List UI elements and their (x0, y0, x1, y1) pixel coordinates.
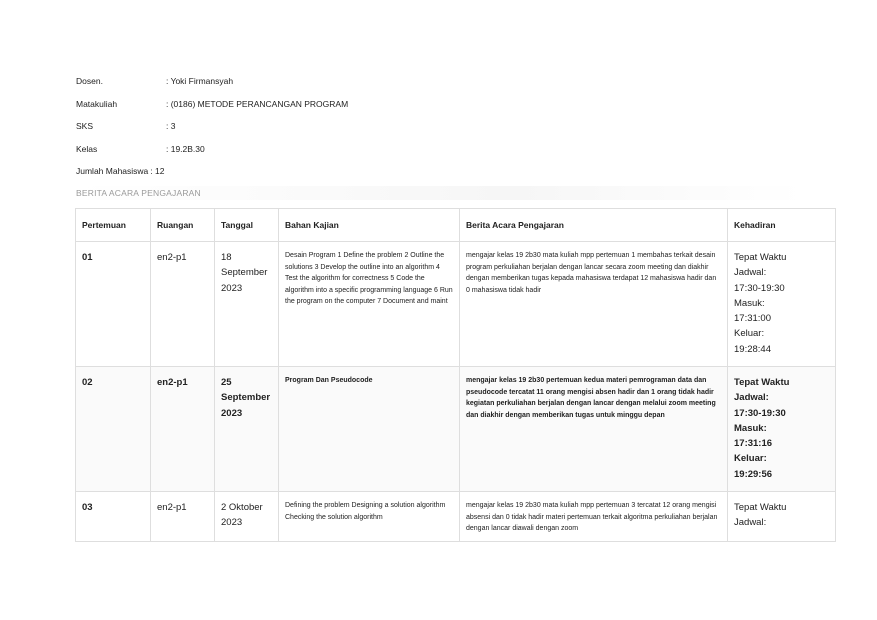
attendance-status: Tepat Waktu (734, 502, 787, 513)
keluar-label: Keluar: (734, 328, 765, 340)
ruangan-cell: en2-p1 (151, 367, 215, 492)
column-header: Bahan Kajian (279, 209, 460, 242)
tanggal-cell: 18 September 2023 (215, 242, 279, 367)
attendance-status: Tepat Waktu (734, 377, 790, 388)
kelas-label: Kelas (76, 143, 98, 154)
course-info (76, 76, 348, 189)
tanggal-cell: 2 Oktober 2023 (215, 492, 279, 542)
pertemuan-cell: 02 (76, 367, 151, 492)
matakuliah-label: Matakuliah (76, 98, 118, 109)
dosen-label: Dosen. (76, 76, 103, 86)
table-row (76, 367, 836, 492)
teaching-report-table (75, 208, 836, 542)
pertemuan-cell: 01 (76, 242, 151, 367)
column-header: Berita Acara Pengajaran (460, 209, 728, 242)
sks-value: : 3 (166, 121, 176, 131)
jumlah-label: Jumlah Mahasiswa (76, 166, 149, 176)
dosen-value: : Yoki Firmansyah (166, 76, 234, 86)
keluar-value: 19:29:56 (734, 468, 773, 480)
table-row (76, 242, 836, 367)
table-header-row (76, 209, 836, 242)
bahan-kajian-cell: Defining the problem Designing a solution algorithm Checking the solution algorithm (279, 492, 460, 542)
masuk-value: 17:31:00 (734, 313, 771, 325)
attendance-status: Tepat Waktu (734, 252, 787, 263)
ruangan-cell: en2-p1 (151, 492, 215, 542)
keluar-value: 19:28:44 (734, 343, 771, 355)
dosen-row (76, 76, 348, 99)
jadwal-value: 17:30-19:30 (734, 282, 785, 294)
berita-acara-cell: mengajar kelas 19 2b30 mata kuliah mpp pertemuan 3 tercatat 12 orang mengisi absensi dan 0 tidak hadir materi pertemuan terkait algoritma perkuliahan berjalan dengan lancar diawali dengan zoom (460, 492, 728, 542)
sks-row (76, 121, 348, 144)
tanggal-cell: 25 September 2023 (215, 367, 279, 492)
column-header: Ruangan (151, 209, 215, 242)
column-header: Kehadiran (728, 209, 836, 242)
keluar-label: Keluar: (734, 453, 767, 465)
section-title: BERITA ACARA PENGAJARAN (76, 186, 804, 200)
bahan-kajian-cell: Desain Program 1 Define the problem 2 Outline the solutions 3 Develop the outline into an algorithm 4 Test the algorithm for correctness 5 Code the algorithm into a specific programming language 6 Run the program on the computer 7 Document and maint (279, 242, 460, 367)
jadwal-label: Jadwal: (734, 267, 767, 279)
kelas-value: : 19.2B.30 (166, 143, 205, 154)
masuk-label: Masuk: (734, 422, 767, 434)
jadwal-value: 17:30-19:30 (734, 407, 786, 419)
matakuliah-row (76, 99, 348, 122)
kelas-row (76, 144, 348, 167)
column-header: Tanggal (215, 209, 279, 242)
masuk-value: 17:31:16 (734, 438, 773, 450)
berita-acara-cell: mengajar kelas 19 2b30 mata kuliah mpp pertemuan 1 membahas terkait desain program perkuliahan berjalan dengan lancar secara zoom meeting dan diakhir dengan memberikan tugas kepada mahasiswa terdapat 12 mahasiswa hadir dan 0 mahasiswa tidak hadir (460, 242, 728, 367)
sks-label: SKS (76, 121, 94, 131)
jadwal-label: Jadwal: (734, 392, 769, 404)
ruangan-cell: en2-p1 (151, 242, 215, 367)
kehadiran-cell (728, 242, 836, 367)
jumlah-value: : 12 (150, 166, 165, 176)
masuk-label: Masuk: (734, 297, 765, 309)
pertemuan-cell: 03 (76, 492, 151, 542)
kehadiran-cell (728, 492, 836, 542)
matakuliah-value: : (0186) METODE PERANCANGAN PROGRAM (166, 98, 349, 109)
jadwal-label: Jadwal: (734, 517, 767, 529)
bahan-kajian-cell: Program Dan Pseudocode (279, 367, 460, 492)
table-row (76, 492, 836, 542)
berita-acara-cell: mengajar kelas 19 2b30 pertemuan kedua materi pemrograman data dan pseudocode tercatat 11 orang mengisi absen hadir dan 1 orang tidak hadir kegiatan perkuliahan berjalan dengan lancar dengan melalui zoom meeting dan diakhir dengan memberikan tugas untuk minggu depan (460, 367, 728, 492)
kehadiran-cell (728, 367, 836, 492)
column-header: Pertemuan (76, 209, 151, 242)
